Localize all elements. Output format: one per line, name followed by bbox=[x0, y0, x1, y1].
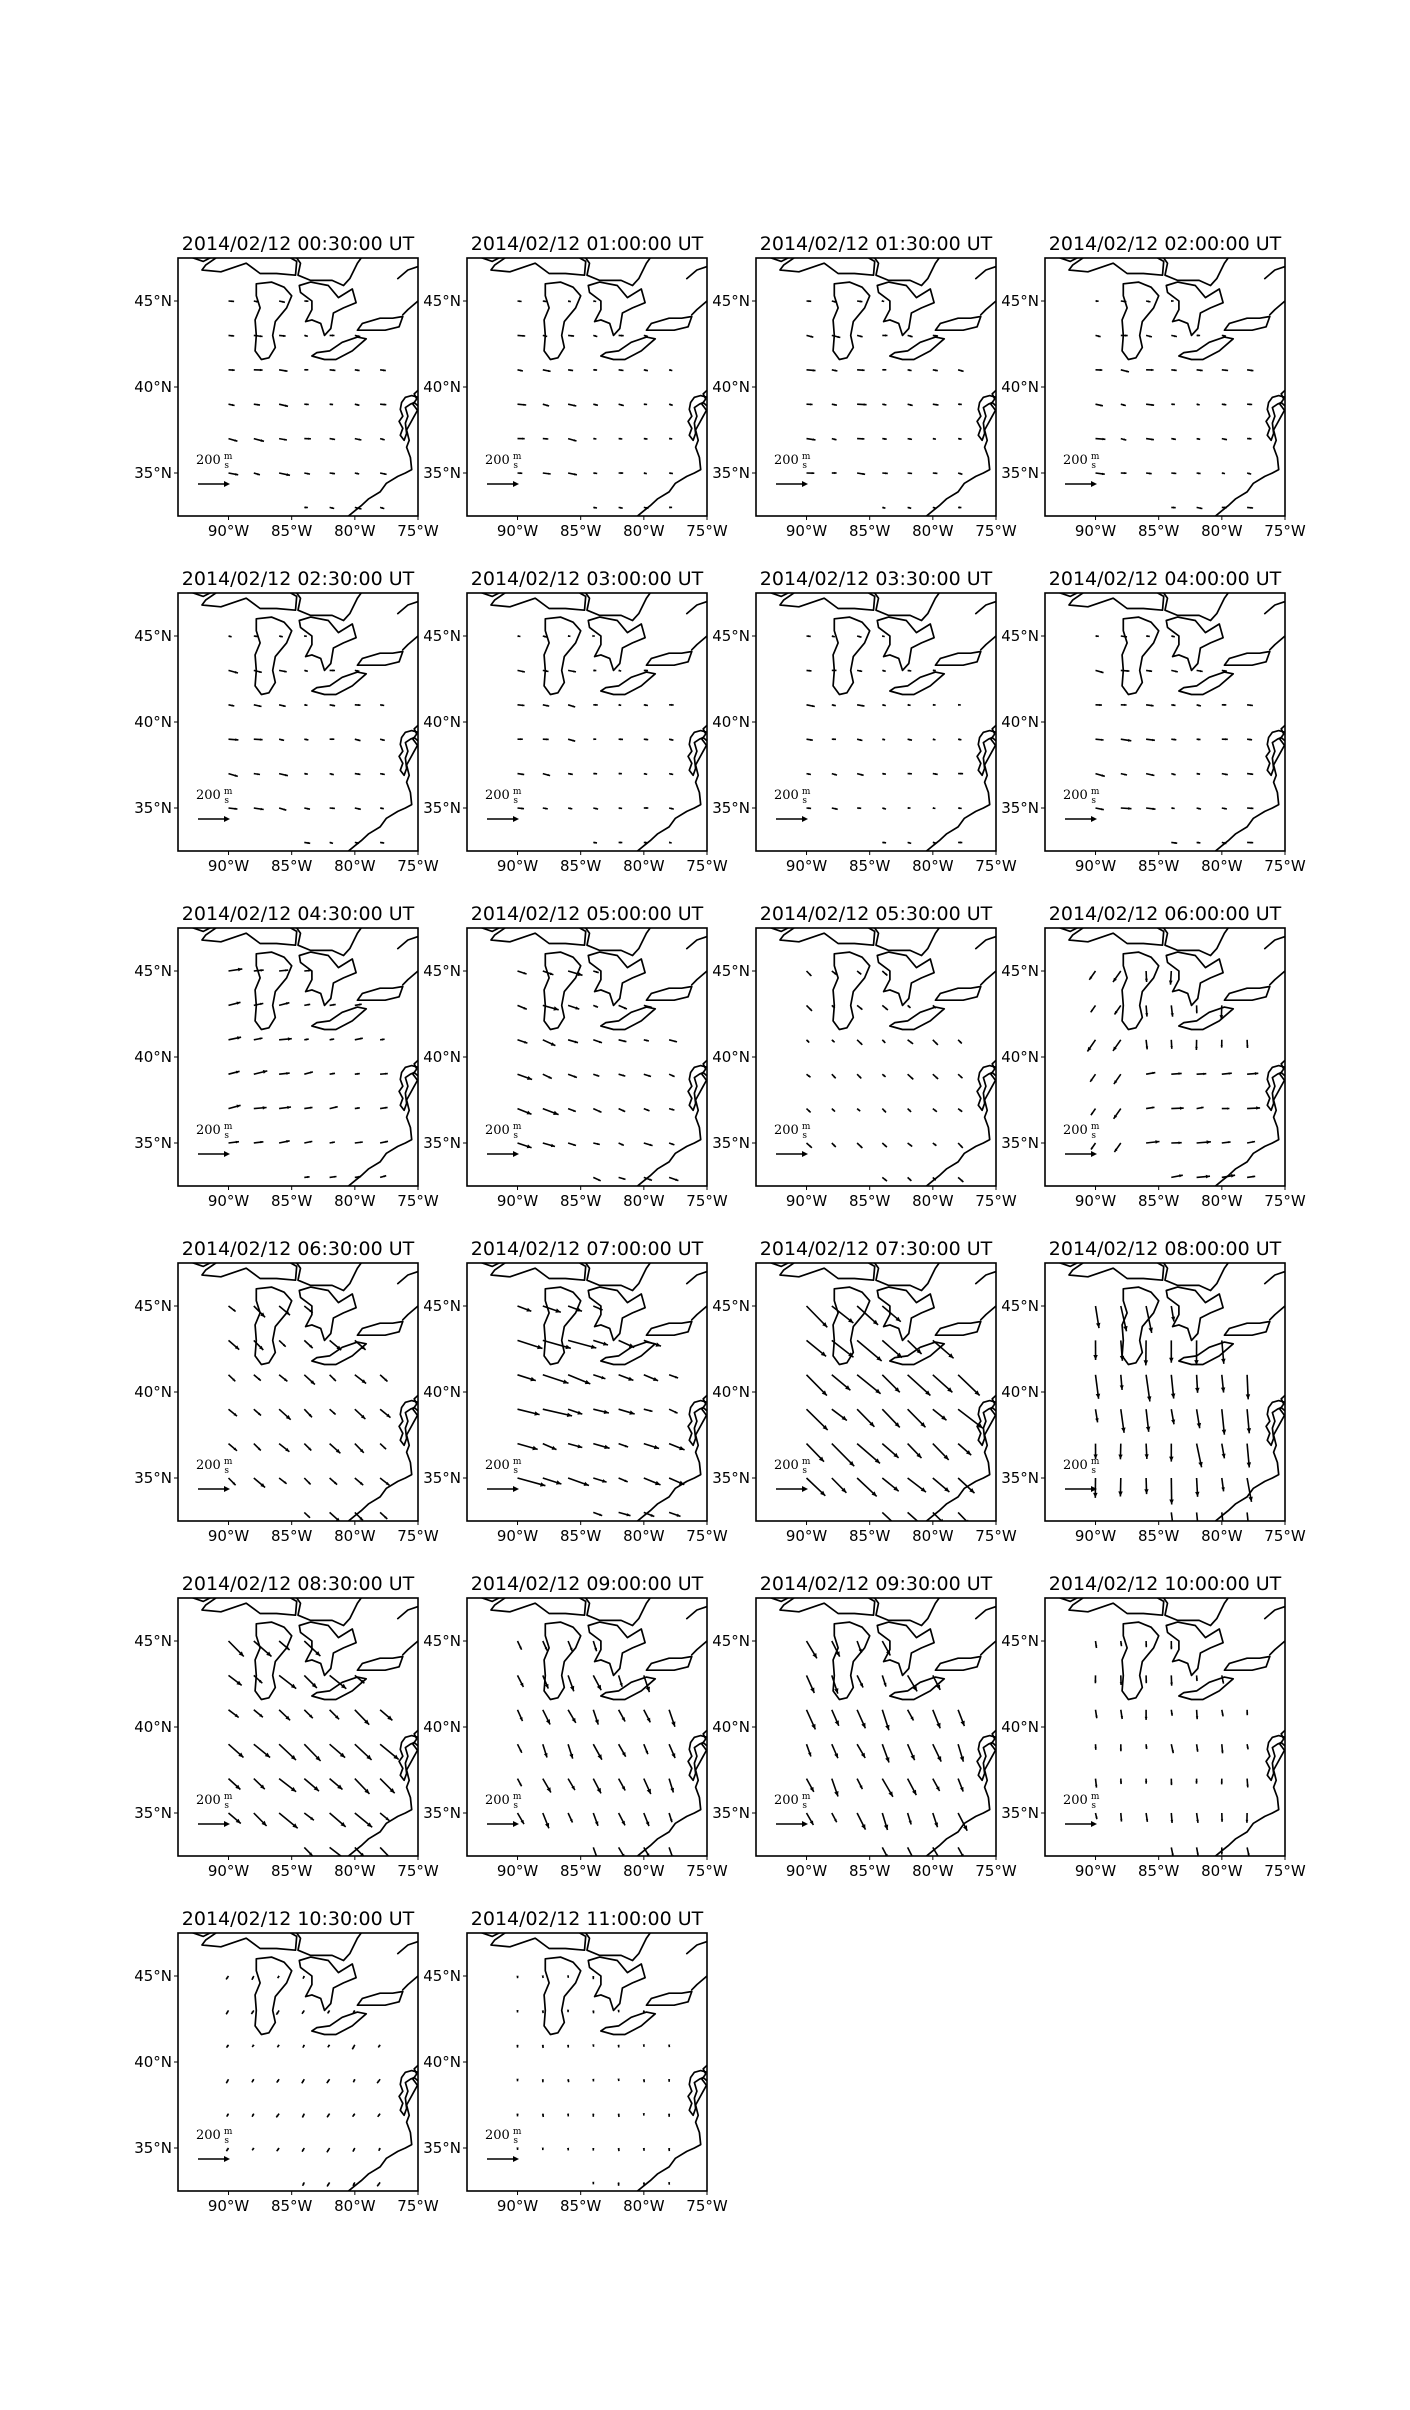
x-tick-label: 80°W bbox=[912, 1192, 954, 1210]
x-tick-label: 75°W bbox=[686, 1862, 728, 1880]
y-tick-label: 45°N bbox=[423, 292, 461, 310]
wind-vector bbox=[832, 669, 837, 671]
x-tick-label: 85°W bbox=[1137, 1192, 1180, 1210]
y-tick-label: 40°N bbox=[712, 1383, 750, 1401]
x-tick-label: 75°W bbox=[975, 1862, 1017, 1880]
y-tick-label: 45°N bbox=[712, 1297, 750, 1315]
map-frame bbox=[756, 593, 996, 851]
scale-label: 200 $^m$ s bbox=[196, 1457, 233, 1476]
wind-vector bbox=[669, 506, 672, 508]
y-tick-label: 45°N bbox=[712, 627, 750, 645]
y-tick-label: 40°N bbox=[423, 713, 461, 731]
map-frame bbox=[467, 593, 707, 851]
y-tick-label: 45°N bbox=[712, 962, 750, 980]
map-frame bbox=[467, 258, 707, 516]
y-tick-label: 40°N bbox=[423, 2053, 461, 2071]
x-tick-label: 85°W bbox=[1137, 1862, 1180, 1880]
y-tick-label: 40°N bbox=[1001, 1718, 1039, 1736]
y-tick-label: 45°N bbox=[134, 1967, 172, 1985]
map-panel bbox=[134, 1908, 439, 2215]
x-tick-label: 75°W bbox=[686, 1192, 728, 1210]
x-tick-label: 75°W bbox=[397, 522, 439, 540]
x-tick-label: 90°W bbox=[785, 1862, 828, 1880]
wind-vector bbox=[330, 738, 335, 740]
x-tick-label: 90°W bbox=[785, 1527, 828, 1545]
x-tick-label: 85°W bbox=[270, 1527, 313, 1545]
scale-label: 200 $^m$ s bbox=[485, 1792, 522, 1811]
x-tick-label: 75°W bbox=[1264, 522, 1306, 540]
y-tick-label: 45°N bbox=[134, 962, 172, 980]
y-tick-label: 35°N bbox=[1001, 1134, 1039, 1152]
map-frame bbox=[178, 1598, 418, 1856]
y-tick-label: 35°N bbox=[423, 1804, 461, 1822]
x-tick-label: 85°W bbox=[270, 857, 313, 875]
panel-title: 2014/02/12 08:30:00 UT bbox=[181, 1573, 415, 1595]
panel-title: 2014/02/12 01:30:00 UT bbox=[759, 233, 993, 255]
x-tick-label: 80°W bbox=[334, 2197, 376, 2215]
y-tick-label: 40°N bbox=[1001, 713, 1039, 731]
x-tick-label: 80°W bbox=[912, 1527, 954, 1545]
x-tick-label: 75°W bbox=[1264, 857, 1306, 875]
scale-label: 200 $^m$ s bbox=[774, 452, 811, 471]
x-tick-label: 80°W bbox=[1201, 1527, 1243, 1545]
scale-label: 200 $^m$ s bbox=[1063, 787, 1100, 806]
map-frame bbox=[756, 928, 996, 1186]
map-panel bbox=[423, 1573, 728, 1880]
scale-label: 200 $^m$ s bbox=[485, 1457, 522, 1476]
map-panel bbox=[1001, 1238, 1306, 1545]
x-tick-label: 80°W bbox=[623, 1527, 665, 1545]
scale-label: 200 $^m$ s bbox=[1063, 1457, 1100, 1476]
y-tick-label: 45°N bbox=[134, 627, 172, 645]
x-tick-label: 75°W bbox=[686, 1527, 728, 1545]
map-frame bbox=[467, 928, 707, 1186]
y-tick-label: 40°N bbox=[134, 713, 172, 731]
map-frame bbox=[178, 1263, 418, 1521]
wind-vector bbox=[592, 1976, 594, 1979]
y-tick-label: 45°N bbox=[1001, 292, 1039, 310]
scale-label: 200 $^m$ s bbox=[196, 2127, 233, 2146]
x-tick-label: 90°W bbox=[1074, 1862, 1117, 1880]
y-tick-label: 35°N bbox=[134, 1469, 172, 1487]
x-tick-label: 85°W bbox=[848, 1862, 891, 1880]
y-tick-label: 35°N bbox=[712, 1134, 750, 1152]
x-tick-label: 85°W bbox=[848, 857, 891, 875]
y-tick-label: 45°N bbox=[1001, 962, 1039, 980]
map-panel bbox=[423, 1908, 728, 2215]
y-tick-label: 40°N bbox=[1001, 1048, 1039, 1066]
map-panel bbox=[712, 903, 1017, 1210]
y-tick-label: 35°N bbox=[423, 464, 461, 482]
y-tick-label: 35°N bbox=[712, 799, 750, 817]
y-tick-label: 35°N bbox=[1001, 464, 1039, 482]
map-frame bbox=[178, 258, 418, 516]
x-tick-label: 90°W bbox=[207, 2197, 250, 2215]
y-tick-label: 40°N bbox=[423, 1718, 461, 1736]
x-tick-label: 80°W bbox=[623, 2197, 665, 2215]
scale-label: 200 $^m$ s bbox=[485, 1122, 522, 1141]
map-panel bbox=[134, 1573, 439, 1880]
map-panel bbox=[423, 568, 728, 875]
x-tick-label: 90°W bbox=[496, 1527, 539, 1545]
map-panel bbox=[134, 1238, 439, 1545]
x-tick-label: 85°W bbox=[848, 522, 891, 540]
wind-vector bbox=[592, 2114, 594, 2117]
x-tick-label: 85°W bbox=[1137, 522, 1180, 540]
y-tick-label: 40°N bbox=[134, 1383, 172, 1401]
y-tick-label: 45°N bbox=[712, 1632, 750, 1650]
x-tick-label: 90°W bbox=[1074, 857, 1117, 875]
y-tick-label: 40°N bbox=[134, 1718, 172, 1736]
x-tick-label: 80°W bbox=[623, 857, 665, 875]
x-tick-label: 90°W bbox=[1074, 522, 1117, 540]
x-tick-label: 75°W bbox=[1264, 1527, 1306, 1545]
panel-title: 2014/02/12 01:00:00 UT bbox=[470, 233, 704, 255]
map-panel bbox=[423, 1238, 728, 1545]
x-tick-label: 75°W bbox=[686, 522, 728, 540]
y-tick-label: 40°N bbox=[423, 378, 461, 396]
map-panel bbox=[712, 1238, 1017, 1545]
y-tick-label: 45°N bbox=[423, 962, 461, 980]
wind-vector bbox=[516, 2045, 518, 2048]
map-frame bbox=[1045, 258, 1285, 516]
wind-vector bbox=[518, 738, 523, 740]
y-tick-label: 35°N bbox=[134, 464, 172, 482]
x-tick-label: 85°W bbox=[848, 1527, 891, 1545]
x-tick-label: 85°W bbox=[559, 1527, 602, 1545]
x-tick-label: 85°W bbox=[270, 1192, 313, 1210]
panel-title: 2014/02/12 07:30:00 UT bbox=[759, 1238, 993, 1260]
x-tick-label: 80°W bbox=[1201, 1862, 1243, 1880]
y-tick-label: 45°N bbox=[423, 627, 461, 645]
x-tick-label: 75°W bbox=[686, 2197, 728, 2215]
y-tick-label: 45°N bbox=[423, 1632, 461, 1650]
x-tick-label: 90°W bbox=[785, 1192, 828, 1210]
panel-title: 2014/02/12 09:00:00 UT bbox=[470, 1573, 704, 1595]
scale-label: 200 $^m$ s bbox=[196, 1122, 233, 1141]
x-tick-label: 75°W bbox=[975, 857, 1017, 875]
x-tick-label: 90°W bbox=[207, 1192, 250, 1210]
x-tick-label: 90°W bbox=[496, 1192, 539, 1210]
map-frame bbox=[467, 1933, 707, 2191]
wind-vector bbox=[1171, 300, 1174, 302]
x-tick-label: 90°W bbox=[207, 857, 250, 875]
panel-title: 2014/02/12 04:00:00 UT bbox=[1048, 568, 1282, 590]
x-tick-label: 85°W bbox=[1137, 1527, 1180, 1545]
x-tick-label: 80°W bbox=[334, 522, 376, 540]
map-panel bbox=[134, 903, 439, 1210]
y-tick-label: 40°N bbox=[423, 1383, 461, 1401]
x-tick-label: 80°W bbox=[334, 857, 376, 875]
wind-vector bbox=[593, 738, 596, 740]
y-tick-label: 45°N bbox=[423, 1967, 461, 1985]
panel-title: 2014/02/12 05:00:00 UT bbox=[470, 903, 704, 925]
map-frame bbox=[1045, 928, 1285, 1186]
x-tick-label: 80°W bbox=[623, 522, 665, 540]
x-tick-label: 75°W bbox=[975, 1192, 1017, 1210]
panel-title: 2014/02/12 03:30:00 UT bbox=[759, 568, 993, 590]
x-tick-label: 85°W bbox=[559, 1862, 602, 1880]
x-tick-label: 75°W bbox=[397, 2197, 439, 2215]
scale-label: 200 $^m$ s bbox=[1063, 1122, 1100, 1141]
panel-title: 2014/02/12 11:00:00 UT bbox=[470, 1908, 704, 1930]
map-frame bbox=[178, 1933, 418, 2191]
wind-vector bbox=[592, 2148, 594, 2151]
y-tick-label: 35°N bbox=[423, 1469, 461, 1487]
map-panel bbox=[712, 1573, 1017, 1880]
y-tick-label: 45°N bbox=[1001, 1297, 1039, 1315]
x-tick-label: 90°W bbox=[496, 522, 539, 540]
x-tick-label: 90°W bbox=[207, 1862, 250, 1880]
y-tick-label: 35°N bbox=[712, 464, 750, 482]
x-tick-label: 80°W bbox=[334, 1862, 376, 1880]
y-tick-label: 35°N bbox=[712, 1469, 750, 1487]
map-panel bbox=[712, 233, 1017, 540]
y-tick-label: 40°N bbox=[1001, 378, 1039, 396]
x-tick-label: 90°W bbox=[1074, 1527, 1117, 1545]
scale-label: 200 $^m$ s bbox=[774, 1792, 811, 1811]
panel-title: 2014/02/12 02:00:00 UT bbox=[1048, 233, 1282, 255]
panel-title: 2014/02/12 04:30:00 UT bbox=[181, 903, 415, 925]
y-tick-label: 45°N bbox=[1001, 1632, 1039, 1650]
x-tick-label: 75°W bbox=[397, 1527, 439, 1545]
map-panel bbox=[1001, 1573, 1306, 1880]
x-tick-label: 75°W bbox=[397, 1192, 439, 1210]
y-tick-label: 45°N bbox=[134, 292, 172, 310]
y-tick-label: 35°N bbox=[1001, 1804, 1039, 1822]
x-tick-label: 75°W bbox=[686, 857, 728, 875]
y-tick-label: 35°N bbox=[712, 1804, 750, 1822]
y-tick-label: 45°N bbox=[712, 292, 750, 310]
wind-vector bbox=[644, 807, 649, 809]
map-frame bbox=[178, 928, 418, 1186]
panel-title: 2014/02/12 06:30:00 UT bbox=[181, 1238, 415, 1260]
scale-label: 200 $^m$ s bbox=[485, 2127, 522, 2146]
x-tick-label: 90°W bbox=[496, 2197, 539, 2215]
map-frame bbox=[467, 1263, 707, 1521]
map-panel bbox=[134, 233, 439, 540]
x-tick-label: 85°W bbox=[559, 1192, 602, 1210]
x-tick-label: 75°W bbox=[975, 522, 1017, 540]
x-tick-label: 90°W bbox=[1074, 1192, 1117, 1210]
y-tick-label: 35°N bbox=[134, 799, 172, 817]
panel-title: 2014/02/12 00:30:00 UT bbox=[181, 233, 415, 255]
scale-label: 200 $^m$ s bbox=[485, 452, 522, 471]
wind-vector bbox=[516, 2010, 518, 2013]
map-panel bbox=[1001, 233, 1306, 540]
x-tick-label: 90°W bbox=[496, 857, 539, 875]
panel-title: 2014/02/12 03:00:00 UT bbox=[470, 568, 704, 590]
panel-title: 2014/02/12 05:30:00 UT bbox=[759, 903, 993, 925]
x-tick-label: 75°W bbox=[397, 1862, 439, 1880]
x-tick-label: 75°W bbox=[397, 857, 439, 875]
x-tick-label: 85°W bbox=[559, 2197, 602, 2215]
panel-title: 2014/02/12 02:30:00 UT bbox=[181, 568, 415, 590]
map-panel bbox=[712, 568, 1017, 875]
map-panel bbox=[1001, 903, 1306, 1210]
wind-vector bbox=[832, 472, 837, 474]
map-frame bbox=[1045, 1598, 1285, 1856]
panel-title: 2014/02/12 08:00:00 UT bbox=[1048, 1238, 1282, 1260]
x-tick-label: 85°W bbox=[270, 2197, 313, 2215]
scale-label: 200 $^m$ s bbox=[196, 1792, 233, 1811]
map-frame bbox=[1045, 1263, 1285, 1521]
x-tick-label: 80°W bbox=[1201, 1192, 1243, 1210]
scale-label: 200 $^m$ s bbox=[196, 787, 233, 806]
x-tick-label: 75°W bbox=[1264, 1192, 1306, 1210]
x-tick-label: 80°W bbox=[623, 1862, 665, 1880]
y-tick-label: 40°N bbox=[423, 1048, 461, 1066]
y-tick-label: 40°N bbox=[134, 378, 172, 396]
wind-vector bbox=[618, 2182, 620, 2185]
x-tick-label: 85°W bbox=[270, 1862, 313, 1880]
map-panel bbox=[423, 903, 728, 1210]
x-tick-label: 90°W bbox=[785, 857, 828, 875]
x-tick-label: 80°W bbox=[1201, 857, 1243, 875]
scale-label: 200 $^m$ s bbox=[1063, 1792, 1100, 1811]
map-panel bbox=[423, 233, 728, 540]
panel-title: 2014/02/12 10:30:00 UT bbox=[181, 1908, 415, 1930]
wind-vector bbox=[882, 369, 886, 371]
y-tick-label: 40°N bbox=[134, 2053, 172, 2071]
x-tick-label: 80°W bbox=[912, 1862, 954, 1880]
y-tick-label: 45°N bbox=[134, 1632, 172, 1650]
y-tick-label: 40°N bbox=[1001, 1383, 1039, 1401]
panel-grid bbox=[134, 233, 1306, 2215]
x-tick-label: 85°W bbox=[848, 1192, 891, 1210]
y-tick-label: 35°N bbox=[423, 799, 461, 817]
panel-title: 2014/02/12 07:00:00 UT bbox=[470, 1238, 704, 1260]
map-panel bbox=[134, 568, 439, 875]
x-tick-label: 75°W bbox=[1264, 1862, 1306, 1880]
wind-vector bbox=[542, 2148, 544, 2151]
y-tick-label: 40°N bbox=[712, 378, 750, 396]
panel-title: 2014/02/12 09:30:00 UT bbox=[759, 1573, 993, 1595]
scale-label: 200 $^m$ s bbox=[196, 452, 233, 471]
x-tick-label: 80°W bbox=[623, 1192, 665, 1210]
y-tick-label: 45°N bbox=[134, 1297, 172, 1315]
scale-label: 200 $^m$ s bbox=[774, 1457, 811, 1476]
y-tick-label: 40°N bbox=[712, 1718, 750, 1736]
x-tick-label: 90°W bbox=[207, 522, 250, 540]
x-tick-label: 85°W bbox=[270, 522, 313, 540]
x-tick-label: 75°W bbox=[975, 1527, 1017, 1545]
x-tick-label: 85°W bbox=[559, 857, 602, 875]
y-tick-label: 40°N bbox=[134, 1048, 172, 1066]
panel-title: 2014/02/12 10:00:00 UT bbox=[1048, 1573, 1282, 1595]
x-tick-label: 80°W bbox=[1201, 522, 1243, 540]
x-tick-label: 85°W bbox=[1137, 857, 1180, 875]
x-tick-label: 80°W bbox=[912, 522, 954, 540]
y-tick-label: 40°N bbox=[712, 713, 750, 731]
y-tick-label: 35°N bbox=[134, 2139, 172, 2157]
scale-label: 200 $^m$ s bbox=[774, 1122, 811, 1141]
map-frame bbox=[178, 593, 418, 851]
scale-label: 200 $^m$ s bbox=[1063, 452, 1100, 471]
y-tick-label: 45°N bbox=[423, 1297, 461, 1315]
map-panel bbox=[1001, 568, 1306, 875]
y-tick-label: 35°N bbox=[1001, 799, 1039, 817]
scale-label: 200 $^m$ s bbox=[774, 787, 811, 806]
x-tick-label: 80°W bbox=[912, 857, 954, 875]
map-frame bbox=[1045, 593, 1285, 851]
wind-vector bbox=[304, 369, 308, 371]
x-tick-label: 80°W bbox=[334, 1527, 376, 1545]
panel-title: 2014/02/12 06:00:00 UT bbox=[1048, 903, 1282, 925]
map-frame bbox=[756, 258, 996, 516]
x-tick-label: 90°W bbox=[207, 1527, 250, 1545]
y-tick-label: 45°N bbox=[1001, 627, 1039, 645]
x-tick-label: 80°W bbox=[334, 1192, 376, 1210]
y-tick-label: 35°N bbox=[134, 1134, 172, 1152]
y-tick-label: 35°N bbox=[423, 1134, 461, 1152]
x-tick-label: 85°W bbox=[559, 522, 602, 540]
y-tick-label: 35°N bbox=[423, 2139, 461, 2157]
y-tick-label: 35°N bbox=[134, 1804, 172, 1822]
x-tick-label: 90°W bbox=[785, 522, 828, 540]
x-tick-label: 90°W bbox=[496, 1862, 539, 1880]
scale-label: 200 $^m$ s bbox=[485, 787, 522, 806]
y-tick-label: 35°N bbox=[1001, 1469, 1039, 1487]
y-tick-label: 40°N bbox=[712, 1048, 750, 1066]
